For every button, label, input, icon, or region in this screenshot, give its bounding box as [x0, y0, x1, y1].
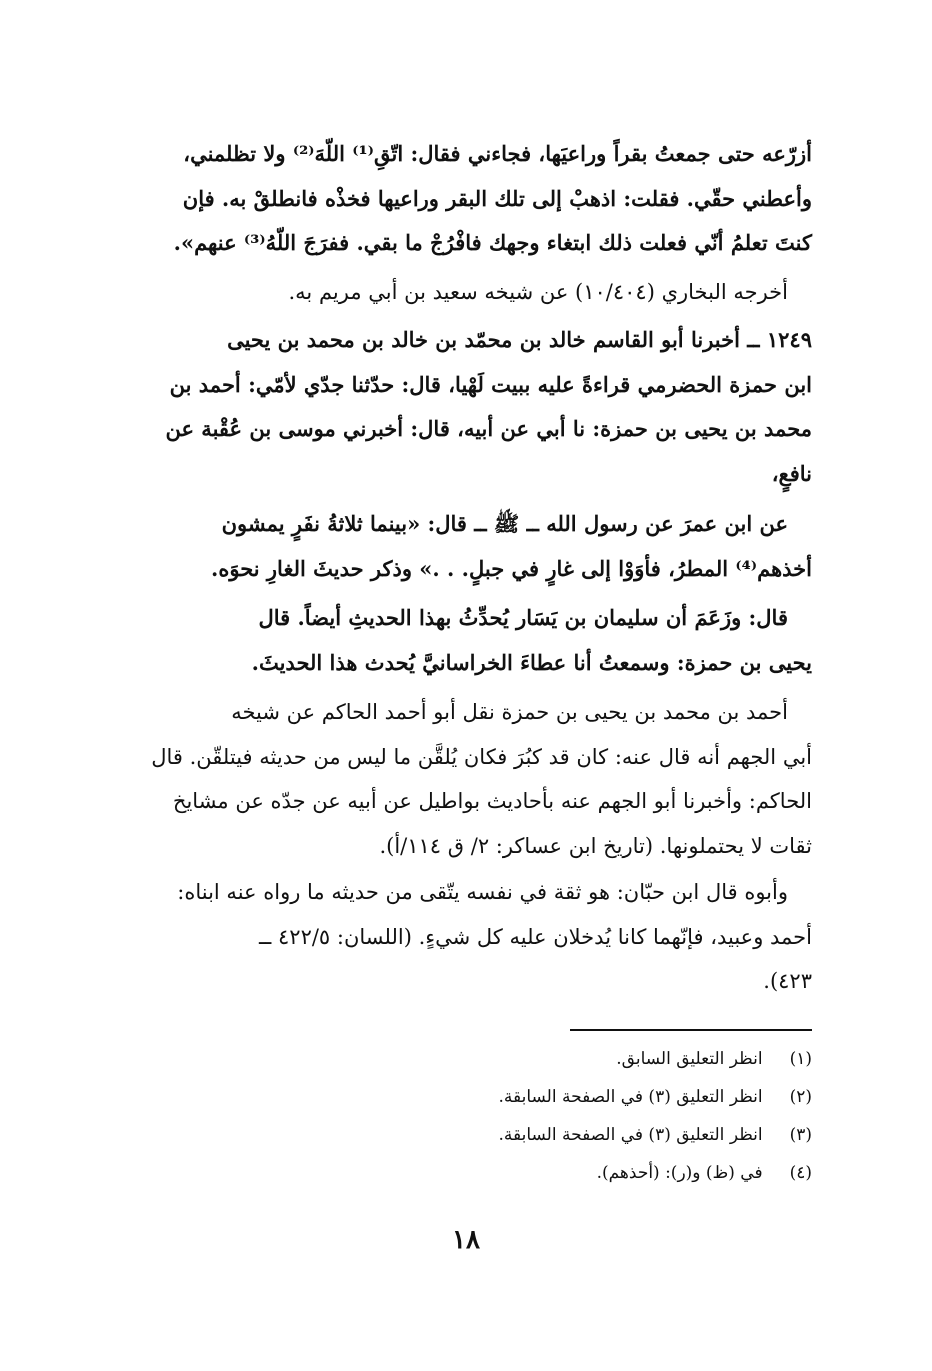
- text-line: أحمد بن محمد بن يحيى بن حمزة نقل أبو أحمد الحاكم عن شيخه: [231, 700, 788, 724]
- text-line: كنتَ تعلمُ أنّي فعلت ذلك ابتغاء وجهك فافْرُجْ ما بقي. ففرَجَ اللّهُ⁽³⁾ عنهم».: [173, 230, 812, 256]
- text-line: نافعٍ،: [771, 461, 812, 487]
- text-line: أزرّعه حتى جمعتُ بقراً وراعيَها، فجاءني فقال: اتّقِ⁽¹⁾ اللّهَ⁽²⁾ ولا تظلمني،: [183, 141, 812, 166]
- text-line: وأعطني حقّي. فقلت: اذهبْ إلى تلك البقر وراعيها فخذْه فانطلقْ به. فإن: [182, 185, 812, 211]
- footnote-marker: (٤): [789, 1163, 812, 1183]
- footnote-item: [292, 1040, 812, 1078]
- footnote-text: انظر التعليق (٣) في الصفحة السابقة.: [498, 1125, 763, 1145]
- text-line: أخرجه البخاري (١٠/٤٠٤) عن شيخه سعيد بن أبي مريم به.: [288, 280, 788, 304]
- footnote-item: [292, 1078, 812, 1116]
- hadith-1249-matn: [118, 502, 812, 591]
- narrator-addendum: [118, 596, 812, 685]
- footnote-marker: (١): [789, 1049, 812, 1069]
- text-line: ١٢٤٩ ــ أخبرنا أبو القاسم خالد بن محمّد بن خالد بن محمد بن يحيى: [227, 327, 812, 352]
- footnote-marker: (٢): [789, 1087, 812, 1107]
- text-line: أحمد وعبيد، فإنّهما كانا يُدخلان عليه كل شيءٍ. (اللسان: ٤٢٢/٥ ــ: [259, 924, 812, 949]
- text-line: ٤٢٣).: [763, 969, 812, 994]
- footnotes: [292, 1040, 812, 1192]
- footnote-item: [292, 1116, 812, 1154]
- text-line: أبي الجهم أنه قال عنه: كان قد كبُرَ فكان يُلقَّن ما ليس من حديثه فيتلقّن. قال: [151, 744, 812, 769]
- text-line: الحاكم: وأخبرنا أبو الجهم عنه بأحاديث بواطيل عن أبيه عن جدّه عن مشايخ: [172, 789, 812, 814]
- footnote-text: انظر التعليق السابق.: [616, 1049, 763, 1069]
- footnote-divider: [570, 1029, 812, 1031]
- text-line: يحيى بن حمزة: وسمعتُ أنا عطاءَ الخراسانيَّ يُحدث هذا الحديثَ.: [251, 649, 812, 675]
- rijal-note-father: [118, 870, 812, 1004]
- text-line: عن ابن عمرَ عن رسول الله ــ ﷺ ــ قال: «بينما ثلاثةُ نفَرٍ يمشون: [221, 511, 788, 536]
- text-line: أخذهم⁽⁴⁾ المطرُ، فأوَوْا إلى غارٍ في جبلٍ. . .» وذكر حديثَ الغارِ نحوَه.: [211, 555, 812, 581]
- footnote-marker: (٣): [789, 1125, 812, 1145]
- text-line: محمد بن يحيى بن حمزة: نا أبي عن أبيه، قال: أخبرني موسى بن عُقْبة عن: [165, 416, 812, 442]
- text-line: ابن حمزة الحضرمي قراءةً عليه ببيت لَهْيا، قال: حدّثنا جدّي لأمّي: أحمد بن: [169, 371, 812, 397]
- text-line: ثقات لا يحتملونها. (تاريخ ابن عساكر: ٢/ ق ١١٤/أ).: [379, 834, 812, 859]
- text-line: قال: وزَعَمَ أن سليمان بن يَسَار يُحدِّثُ بهذا الحديثِ أيضاً. قال: [258, 605, 788, 630]
- rijal-note-ahmad: [118, 690, 812, 869]
- takhrij-note: [118, 270, 812, 315]
- hadith-text-continuation: [118, 132, 812, 266]
- footnote-text: في (ظ) و(ر): (أحذهم).: [596, 1163, 763, 1183]
- page-number: ١٨: [452, 1225, 480, 1255]
- footnote-item: [292, 1154, 812, 1192]
- text-line: وأبوه قال ابن حبّان: هو ثقة في نفسه يتّقى من حديثه ما رواه عنه ابناه:: [177, 880, 788, 904]
- hadith-1249-isnad: [118, 318, 812, 497]
- footnote-text: انظر التعليق (٣) في الصفحة السابقة.: [498, 1087, 763, 1107]
